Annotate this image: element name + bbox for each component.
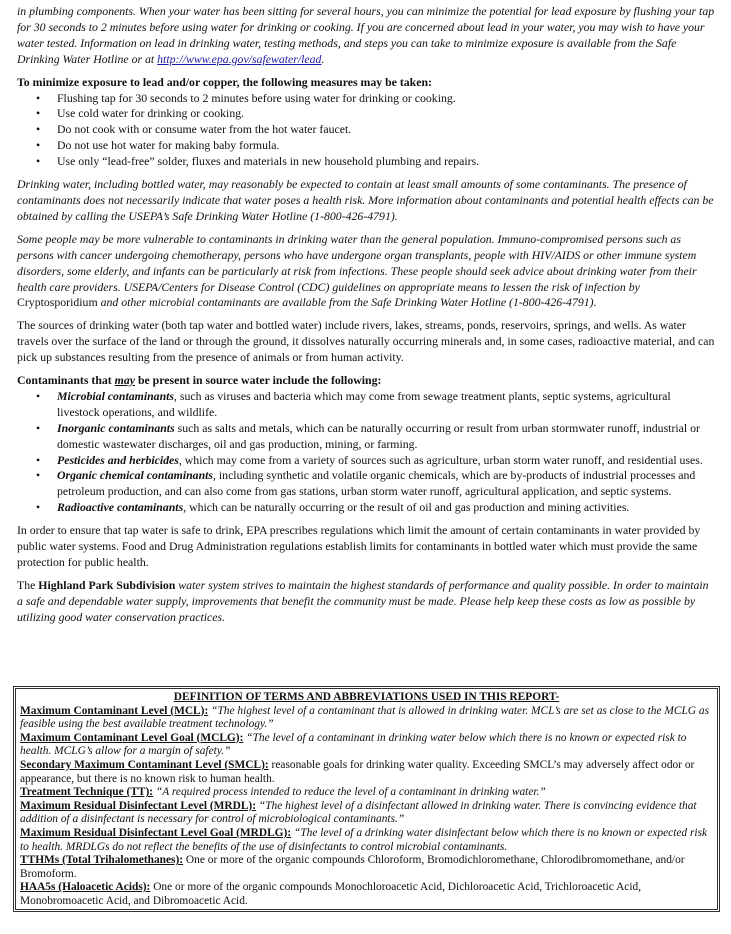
definition-text: “The level of a drinking water disinfectant below which there is no known or expected risk to health. MRDLGs do not reflect the benefits of the use of disinfectants to control microbial contaminants. xyxy=(20,826,708,853)
list-item xyxy=(17,453,716,469)
contaminant-term: Inorganic contaminants xyxy=(57,420,175,435)
definition-item xyxy=(20,786,713,800)
measures-heading: To minimize exposure to lead and/or copper, the following measures may be taken: xyxy=(17,74,432,89)
bullet-icon: • xyxy=(36,138,41,153)
definition-text: One or more of the organic compounds Chloroform, Bromodichloromethane, Chlorodibromomethane, and/or Bromoform. xyxy=(20,854,685,880)
list-item xyxy=(17,138,716,154)
definition-term: Maximum Contaminant Level Goal (MCLG): xyxy=(20,731,244,744)
contaminant-description: such as salts and metals, which can be naturally occurring or result from urban stormwater runoff, industrial or domestic wastewater discharges, oil and gas production, mining, or farming. xyxy=(57,420,700,451)
definition-text: “A required process intended to reduce the level of a contaminant in drinking water.” xyxy=(155,786,546,799)
definition-item xyxy=(20,705,713,732)
definition-item xyxy=(20,881,713,908)
list-item xyxy=(17,154,716,170)
list-item xyxy=(17,500,716,516)
measures-list xyxy=(17,91,716,171)
definition-item xyxy=(20,800,713,827)
organism-name: Cryptosporidium xyxy=(17,295,98,310)
definition-term: Maximum Residual Disinfectant Level (MRDL): xyxy=(20,799,257,812)
contaminant-description: , such as viruses and bacteria which may come from sewage treatment plants, septic systems, agricultural livestock operations, and wildlife. xyxy=(57,388,671,419)
highland-pre: The xyxy=(17,577,36,592)
epa-lead-link[interactable]: http://www.epa.gov/safewater/lead xyxy=(157,51,322,66)
definitions-box xyxy=(13,686,720,912)
lead-exposure-paragraph xyxy=(17,4,716,68)
bullet-icon: • xyxy=(36,154,41,169)
lead-exposure-end: . xyxy=(321,51,325,66)
definition-term: Secondary Maximum Contaminant Level (SMCL): xyxy=(20,758,269,771)
contaminant-term: Radioactive contaminants xyxy=(57,500,184,515)
bullet-icon: • xyxy=(36,106,41,121)
definitions-title: DEFINITION OF TERMS AND ABBREVIATIONS USED IN THIS REPORT- xyxy=(173,691,560,703)
definition-text: “The level of a contaminant in drinking water below which there is no known or expected risk to health. MCLG’s allow for a margin of safety.” xyxy=(20,731,687,758)
lead-exposure-text: in plumbing components. When your water has been sitting for several hours, you can minimize the potential for lead exposure by flushing your tap for 30 seconds to 2 minutes before using water for drinking or cooking. If you are concerned about lead in your water, you may wish to have your water tested. Information on lead in drinking water, testing methods, and steps you can take to minimize exposure is available from the Safe Drinking Water Hotline or at xyxy=(17,4,715,66)
contaminant-description: , including synthetic and volatile organic chemicals, which are by-products of industrial processes and petroleum production, and can also come from gas stations, urban storm water runoff, agricultural application, and septic systems. xyxy=(57,468,696,499)
definition-term: HAA5s (Haloacetic Acids): xyxy=(20,881,151,894)
definition-term: Maximum Contaminant Level (MCL): xyxy=(20,704,209,717)
bullet-icon: • xyxy=(36,122,41,137)
bullet-icon: • xyxy=(36,388,41,403)
contaminant-description: , which may come from a variety of sources such as agriculture, urban storm water runoff, and residential uses. xyxy=(178,452,703,467)
bullet-icon: • xyxy=(36,452,41,467)
definition-term: Treatment Technique (TT): xyxy=(20,786,154,799)
definition-item xyxy=(20,854,713,881)
list-item-text: Flushing tap for 30 seconds to 2 minutes before using water for drinking or cooking. xyxy=(57,90,456,105)
list-item-text: Use only “lead-free” solder, fluxes and materials in new household plumbing and repairs. xyxy=(57,154,480,169)
system-name: Highland Park Subdivision xyxy=(38,577,176,592)
definition-text: “The highest level of a contaminant that is allowed in drinking water. MCL’s are set as close to the MCLG as feasible using the best available treatment technology.” xyxy=(20,704,710,731)
contaminants-heading-may: may xyxy=(114,373,135,388)
list-item-text: Use cold water for drinking or cooking. xyxy=(57,106,245,121)
list-item-text: Do not use hot water for making baby formula. xyxy=(57,138,280,153)
contaminant-term: Pesticides and herbicides xyxy=(57,452,179,467)
definition-item xyxy=(20,732,713,759)
vulnerable-text: Some people may be more vulnerable to contaminants in drinking water than the general population. Immuno-compromised persons such as persons with cancer undergoing chemotherapy, persons who have undergone organ transplants, people with HIV/AIDS or other immune system disorders, some elderly, and infants can be particularly at risk from infections. These people should seek advice about drinking water from their health care providers. USEPA/Centers for Disease Control (CDC) guidelines on appropriate means to lessen the risk of infection by xyxy=(17,231,697,294)
definition-item xyxy=(20,759,713,786)
bullet-icon: • xyxy=(36,468,41,483)
definition-item xyxy=(20,827,713,854)
definition-term: TTHMs (Total Trihalomethanes): xyxy=(20,854,184,867)
contaminant-term: Microbial contaminants xyxy=(57,388,175,403)
definition-text: One or more of the organic compounds Monochloroacetic Acid, Dichloroacetic Acid, Trichloroacetic Acid, Monobromoacetic Acid, and Dibromoacetic Acid. xyxy=(20,881,642,907)
bullet-icon: • xyxy=(36,500,41,515)
highland-text: water system strives to maintain the highest standards of performance and quality possible. In order to maintain a safe and dependable water supply, improvements that benefit the community must be made. Please help keep these costs as low as possible by utilizing good water conservation practices. xyxy=(17,577,709,624)
bottled-water-paragraph: Drinking water, including bottled water, may reasonably be expected to contain at least small amounts of some contaminants. The presence of contaminants does not necessarily indicate that water poses a health risk. More information about contaminants and potential health effects can be obtained by calling the USEPA’s Safe Drinking Water Hotline (1-800-426-4791). xyxy=(17,177,714,223)
highland-park-paragraph xyxy=(17,578,716,626)
contaminants-heading-pre: Contaminants that xyxy=(17,373,112,388)
contaminants-heading xyxy=(17,373,716,389)
list-item xyxy=(17,389,716,421)
list-item xyxy=(17,106,716,122)
contaminant-term: Organic chemical contaminants xyxy=(57,468,213,483)
list-item xyxy=(17,91,716,107)
list-item xyxy=(17,421,716,453)
epa-regulations-paragraph: In order to ensure that tap water is safe to drink, EPA prescribes regulations which limit the amount of certain contaminants in water provided by public water systems. Food and Drug Administration regulations establish limits for contaminants in bottled water which must provide the same protection for public health. xyxy=(17,523,701,569)
list-item xyxy=(17,122,716,138)
contaminants-heading-post: be present in source water include the following: xyxy=(137,373,382,388)
sources-paragraph: The sources of drinking water (both tap water and bottled water) include rivers, lakes, streams, ponds, reservoirs, springs, and wells. As water travels over the surface of the land or through the ground, it dissolves naturally occurring minerals and, in some cases, radioactive material, and can pick up substances resulting from the presence of animals or from human activity. xyxy=(17,318,715,365)
list-item-text: Do not cook with or consume water from the hot water faucet. xyxy=(57,122,352,137)
bullet-icon: • xyxy=(36,90,41,105)
definition-term: Maximum Residual Disinfectant Level Goal (MRDLG): xyxy=(20,826,292,839)
contaminants-list xyxy=(17,389,716,516)
definition-text: “The highest level of a disinfectant allowed in drinking water. There is convincing evidence that addition of a disinfectant is necessary for control of microbiological contaminants.” xyxy=(20,799,697,826)
bullet-icon: • xyxy=(36,420,41,435)
vulnerable-paragraph xyxy=(17,232,716,312)
vulnerable-text-end: and other microbial contaminants are available from the Safe Drinking Water Hotline (1-800-426-4791). xyxy=(100,295,597,310)
definition-text: reasonable goals for drinking water quality. Exceeding SMCL’s may adversely affect odor or appearance, but there is no known risk to human health. xyxy=(20,758,695,785)
list-item xyxy=(17,468,716,500)
contaminant-description: , which can be naturally occurring or the result of oil and gas production and mining activities. xyxy=(183,500,630,515)
